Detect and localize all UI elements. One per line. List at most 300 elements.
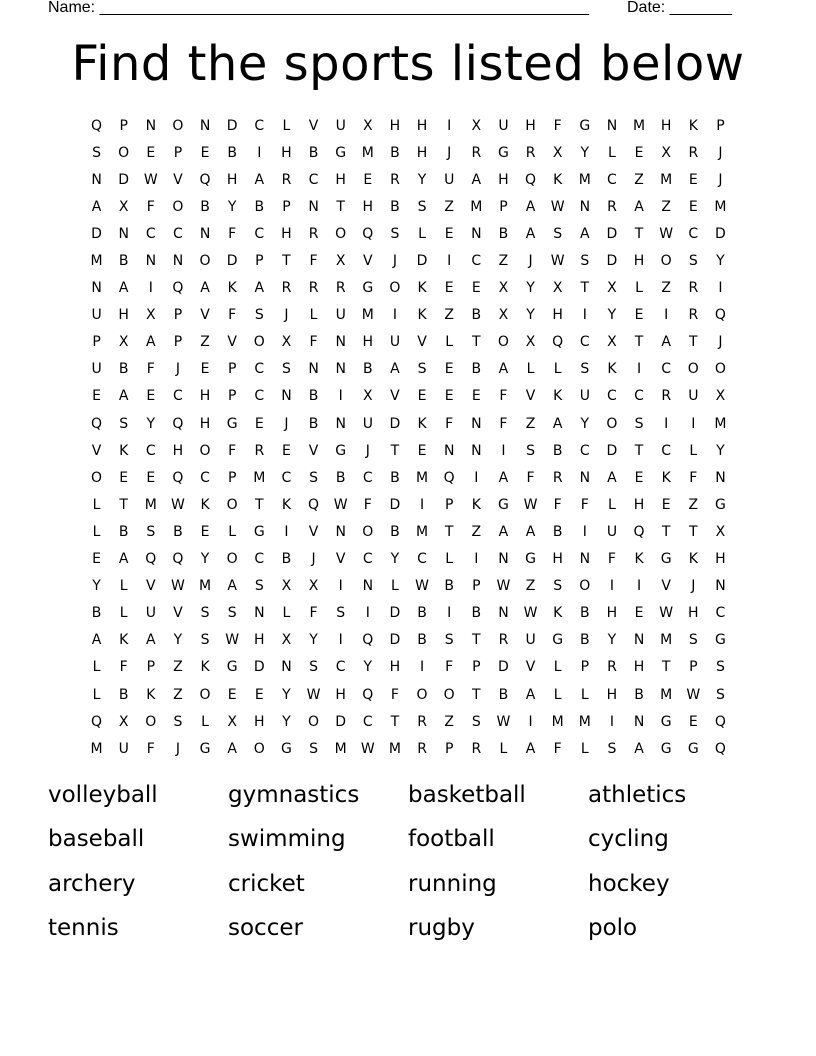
grid-letter[interactable]: G [579, 117, 591, 134]
grid-letter[interactable]: D [91, 225, 102, 242]
grid-letter[interactable]: I [257, 144, 262, 161]
grid-letter[interactable]: U [688, 388, 699, 405]
grid-letter[interactable]: E [119, 469, 129, 486]
grid-letter[interactable]: K [146, 686, 156, 703]
grid-letter[interactable]: P [227, 388, 237, 405]
grid-letter[interactable]: X [498, 280, 509, 297]
grid-letter[interactable]: C [254, 361, 265, 378]
grid-letter[interactable]: I [636, 361, 642, 378]
grid-letter[interactable]: P [119, 117, 128, 134]
grid-letter[interactable]: A [227, 740, 237, 757]
grid-letter[interactable]: K [417, 307, 427, 324]
grid-letter[interactable]: T [472, 686, 481, 703]
grid-letter[interactable]: F [445, 415, 454, 432]
grid-letter[interactable]: N [362, 578, 374, 595]
grid-letter[interactable]: G [253, 523, 265, 540]
grid-letter[interactable]: K [281, 496, 292, 513]
grid-letter[interactable]: Z [173, 686, 183, 703]
grid-letter[interactable]: K [200, 496, 210, 513]
grid-letter[interactable]: I [582, 523, 587, 540]
grid-letter[interactable]: T [390, 442, 400, 459]
grid-letter[interactable]: L [92, 659, 101, 676]
grid-letter[interactable]: C [362, 713, 373, 730]
grid-letter[interactable]: S [309, 740, 318, 757]
grid-letter[interactable]: X [335, 253, 346, 270]
grid-letter[interactable]: S [281, 361, 291, 378]
grid-letter[interactable]: C [362, 469, 373, 486]
grid-letter[interactable]: E [417, 388, 427, 405]
grid-letter[interactable]: K [607, 361, 617, 378]
grid-letter[interactable]: K [688, 551, 698, 568]
grid-letter[interactable]: V [335, 551, 346, 568]
grid-letter[interactable]: C [579, 334, 590, 351]
grid-letter[interactable]: T [390, 713, 400, 730]
grid-letter[interactable]: N [118, 225, 129, 242]
grid-letter[interactable]: B [363, 361, 373, 378]
grid-letter[interactable]: E [634, 144, 644, 161]
grid-letter[interactable]: L [119, 605, 128, 622]
grid-letter[interactable]: V [363, 253, 373, 270]
grid-letter[interactable]: E [227, 686, 237, 703]
grid-letter[interactable]: H [362, 334, 374, 351]
grid-letter[interactable]: F [553, 740, 562, 757]
grid-letter[interactable]: H [416, 144, 428, 161]
grid-letter[interactable]: H [335, 686, 346, 703]
grid-letter[interactable]: P [689, 659, 698, 676]
grid-letter[interactable]: O [199, 686, 211, 703]
grid-letter[interactable]: X [118, 334, 129, 351]
grid-letter[interactable]: B [335, 469, 346, 486]
grid-letter[interactable]: D [498, 659, 509, 676]
grid-letter[interactable]: E [634, 469, 644, 486]
grid-letter[interactable]: E [634, 307, 644, 324]
grid-letter[interactable]: C [254, 117, 265, 134]
grid-letter[interactable]: F [499, 388, 508, 405]
grid-letter[interactable]: I [609, 713, 614, 730]
grid-letter[interactable]: M [660, 686, 673, 703]
grid-letter[interactable]: G [281, 740, 292, 757]
grid-letter[interactable]: J [718, 334, 723, 351]
grid-letter[interactable]: L [391, 578, 399, 595]
grid-letter[interactable]: O [416, 686, 428, 703]
grid-letter[interactable]: N [308, 198, 319, 215]
grid-letter[interactable]: A [146, 632, 156, 649]
grid-letter[interactable]: X [118, 713, 129, 730]
grid-letter[interactable]: N [281, 388, 292, 405]
grid-letter[interactable]: Z [498, 253, 509, 270]
grid-letter[interactable]: X [607, 334, 617, 351]
grid-letter[interactable]: P [173, 334, 183, 351]
grid-letter[interactable]: B [91, 605, 102, 622]
grid-letter[interactable]: E [254, 686, 264, 703]
grid-letter[interactable]: I [284, 523, 289, 540]
grid-letter[interactable]: W [171, 578, 185, 595]
grid-letter[interactable]: R [281, 171, 292, 188]
grid-letter[interactable]: S [146, 523, 156, 540]
grid-letter[interactable]: N [281, 659, 292, 676]
grid-letter[interactable]: D [606, 442, 618, 459]
grid-letter[interactable]: D [253, 659, 265, 676]
grid-letter[interactable]: O [308, 713, 320, 730]
grid-letter[interactable]: B [308, 415, 319, 432]
grid-letter[interactable]: Q [199, 171, 211, 188]
grid-letter[interactable]: R [688, 280, 699, 297]
grid-letter[interactable]: L [445, 334, 454, 351]
grid-letter[interactable]: E [282, 442, 291, 459]
grid-letter[interactable]: O [118, 144, 130, 161]
grid-letter[interactable]: A [118, 388, 129, 405]
grid-letter[interactable]: A [552, 415, 563, 432]
grid-letter[interactable]: Z [471, 523, 482, 540]
grid-letter[interactable]: C [607, 388, 617, 405]
grid-letter[interactable]: Q [362, 632, 374, 649]
grid-letter[interactable]: G [226, 415, 238, 432]
grid-letter[interactable]: J [718, 144, 723, 161]
grid-letter[interactable]: M [199, 578, 212, 595]
grid-letter[interactable]: F [228, 225, 237, 242]
grid-letter[interactable]: O [660, 253, 672, 270]
grid-letter[interactable]: V [525, 388, 536, 405]
grid-letter[interactable]: U [362, 415, 373, 432]
grid-letter[interactable]: U [498, 117, 509, 134]
grid-letter[interactable]: E [688, 713, 698, 730]
grid-letter[interactable]: J [311, 551, 316, 568]
grid-letter[interactable]: I [474, 469, 479, 486]
grid-letter[interactable]: G [498, 144, 509, 161]
grid-letter[interactable]: L [309, 307, 318, 324]
grid-letter[interactable]: X [146, 307, 156, 324]
grid-letter[interactable]: O [91, 469, 103, 486]
grid-letter[interactable]: T [661, 659, 671, 676]
grid-letter[interactable]: Y [580, 415, 590, 432]
grid-letter[interactable]: A [118, 551, 129, 568]
grid-letter[interactable]: O [687, 361, 699, 378]
grid-letter[interactable]: I [474, 551, 479, 568]
grid-letter[interactable]: O [199, 442, 211, 459]
grid-letter[interactable]: N [471, 442, 482, 459]
grid-letter[interactable]: I [447, 605, 452, 622]
grid-letter[interactable]: J [718, 171, 723, 188]
grid-letter[interactable]: W [686, 686, 701, 703]
grid-letter[interactable]: E [363, 171, 373, 188]
grid-letter[interactable]: N [91, 171, 102, 188]
grid-letter[interactable]: C [254, 551, 265, 568]
grid-letter[interactable]: M [361, 307, 374, 324]
grid-letter[interactable]: M [633, 117, 646, 134]
grid-letter[interactable]: P [92, 334, 101, 351]
grid-letter[interactable]: R [254, 442, 265, 459]
grid-letter[interactable]: F [445, 659, 454, 676]
grid-letter[interactable]: B [200, 198, 210, 215]
grid-letter[interactable]: X [498, 307, 509, 324]
grid-letter[interactable]: I [501, 442, 506, 459]
grid-letter[interactable]: M [253, 469, 266, 486]
grid-letter[interactable]: Z [444, 713, 454, 730]
grid-letter[interactable]: L [92, 686, 101, 703]
grid-letter[interactable]: M [578, 171, 591, 188]
grid-letter[interactable]: H [715, 551, 726, 568]
grid-letter[interactable]: Q [308, 496, 320, 513]
grid-letter[interactable]: B [471, 605, 482, 622]
grid-letter[interactable]: P [146, 659, 156, 676]
grid-letter[interactable]: A [498, 361, 509, 378]
grid-letter[interactable]: K [417, 415, 427, 432]
grid-letter[interactable]: A [254, 280, 265, 297]
grid-letter[interactable]: Z [661, 198, 671, 215]
grid-letter[interactable]: P [472, 578, 481, 595]
grid-letter[interactable]: N [199, 117, 211, 134]
grid-letter[interactable]: R [498, 632, 509, 649]
grid-letter[interactable]: W [143, 171, 158, 188]
grid-letter[interactable]: F [580, 496, 589, 513]
grid-letter[interactable]: R [390, 171, 400, 188]
grid-letter[interactable]: X [471, 117, 482, 134]
grid-letter[interactable]: Q [362, 225, 374, 242]
grid-letter[interactable]: D [606, 253, 618, 270]
grid-letter[interactable]: Q [91, 117, 103, 134]
grid-letter[interactable]: H [688, 605, 699, 622]
grid-letter[interactable]: I [691, 415, 696, 432]
grid-letter[interactable]: Y [282, 686, 291, 703]
grid-letter[interactable]: P [444, 740, 454, 757]
grid-letter[interactable]: P [255, 253, 264, 270]
grid-letter[interactable]: O [199, 253, 211, 270]
grid-letter[interactable]: I [636, 578, 642, 595]
grid-letter[interactable]: G [226, 659, 238, 676]
grid-letter[interactable]: B [417, 605, 427, 622]
grid-letter[interactable]: D [118, 171, 130, 188]
grid-letter[interactable]: Q [633, 523, 645, 540]
grid-letter[interactable]: O [443, 686, 455, 703]
grid-letter[interactable]: F [607, 551, 616, 568]
grid-letter[interactable]: Y [716, 442, 725, 459]
grid-letter[interactable]: O [172, 198, 184, 215]
grid-letter[interactable]: Y [390, 551, 400, 568]
grid-letter[interactable]: X [281, 578, 292, 595]
grid-letter[interactable]: R [661, 388, 672, 405]
grid-letter[interactable]: B [308, 144, 319, 161]
grid-letter[interactable]: T [472, 632, 481, 649]
grid-letter[interactable]: F [526, 469, 535, 486]
grid-letter[interactable]: S [553, 225, 563, 242]
grid-letter[interactable]: C [362, 551, 373, 568]
grid-letter[interactable]: R [308, 280, 319, 297]
grid-letter[interactable]: A [525, 225, 536, 242]
grid-letter[interactable]: D [389, 496, 401, 513]
grid-letter[interactable]: N [308, 361, 319, 378]
grid-letter[interactable]: M [361, 144, 374, 161]
grid-letter[interactable]: I [664, 307, 669, 324]
grid-letter[interactable]: B [390, 523, 400, 540]
grid-letter[interactable]: N [443, 442, 455, 459]
grid-letter[interactable]: Q [443, 469, 455, 486]
grid-letter[interactable]: K [200, 659, 210, 676]
grid-letter[interactable]: T [634, 334, 644, 351]
grid-letter[interactable]: C [661, 361, 672, 378]
grid-letter[interactable]: A [91, 198, 102, 215]
grid-letter[interactable]: E [146, 469, 156, 486]
grid-letter[interactable]: F [228, 307, 237, 324]
grid-letter[interactable]: A [525, 523, 536, 540]
grid-letter[interactable]: F [119, 659, 128, 676]
grid-letter[interactable]: F [309, 253, 318, 270]
grid-letter[interactable]: B [118, 253, 129, 270]
grid-letter[interactable]: B [471, 307, 482, 324]
grid-letter[interactable]: B [281, 551, 292, 568]
grid-letter[interactable]: S [634, 415, 644, 432]
grid-letter[interactable]: T [661, 523, 671, 540]
grid-letter[interactable]: E [471, 280, 481, 297]
grid-letter[interactable]: G [660, 713, 672, 730]
grid-letter[interactable]: E [444, 388, 454, 405]
grid-letter[interactable]: E [688, 171, 698, 188]
grid-letter[interactable]: F [499, 415, 508, 432]
grid-letter[interactable]: X [281, 632, 292, 649]
grid-letter[interactable]: C [254, 225, 265, 242]
grid-letter[interactable]: W [496, 713, 511, 730]
grid-letter[interactable]: M [388, 740, 401, 757]
grid-letter[interactable]: M [416, 523, 429, 540]
grid-letter[interactable]: L [92, 523, 101, 540]
grid-letter[interactable]: S [417, 361, 427, 378]
grid-letter[interactable]: T [336, 198, 345, 215]
grid-letter[interactable]: F [553, 117, 562, 134]
grid-letter[interactable]: H [498, 171, 509, 188]
grid-letter[interactable]: L [445, 551, 454, 568]
grid-letter[interactable]: T [580, 280, 590, 297]
grid-letter[interactable]: B [254, 198, 265, 215]
grid-letter[interactable]: C [173, 225, 183, 242]
grid-letter[interactable]: A [390, 361, 400, 378]
grid-letter[interactable]: P [716, 117, 725, 134]
grid-letter[interactable]: Z [444, 198, 454, 215]
grid-letter[interactable]: H [254, 632, 265, 649]
grid-letter[interactable]: L [499, 740, 508, 757]
grid-letter[interactable]: B [552, 523, 563, 540]
grid-letter[interactable]: A [471, 171, 482, 188]
grid-letter[interactable]: W [523, 496, 538, 513]
grid-letter[interactable]: X [363, 388, 373, 405]
grid-letter[interactable]: A [634, 198, 644, 215]
grid-letter[interactable]: H [633, 496, 645, 513]
grid-letter[interactable]: Q [172, 280, 184, 297]
grid-letter[interactable]: G [525, 551, 536, 568]
grid-letter[interactable]: Q [525, 171, 537, 188]
grid-letter[interactable]: R [688, 144, 699, 161]
grid-letter[interactable]: E [688, 198, 698, 215]
grid-letter[interactable]: Q [172, 469, 184, 486]
grid-letter[interactable]: V [173, 171, 183, 188]
grid-letter[interactable]: E [444, 225, 454, 242]
grid-letter[interactable]: T [634, 225, 644, 242]
grid-letter[interactable]: L [580, 740, 589, 757]
grid-letter[interactable]: V [146, 578, 156, 595]
grid-letter[interactable]: C [173, 388, 183, 405]
grid-letter[interactable]: K [553, 388, 563, 405]
grid-letter[interactable]: S [715, 659, 725, 676]
grid-letter[interactable]: S [200, 632, 210, 649]
grid-letter[interactable]: O [714, 361, 726, 378]
grid-letter[interactable]: X [715, 388, 726, 405]
grid-letter[interactable]: W [225, 632, 240, 649]
grid-letter[interactable]: B [118, 523, 129, 540]
grid-letter[interactable]: E [92, 551, 101, 568]
grid-letter[interactable]: K [688, 117, 698, 134]
grid-letter[interactable]: Y [607, 307, 617, 324]
grid-letter[interactable]: J [284, 415, 289, 432]
grid-letter[interactable]: K [553, 171, 563, 188]
grid-letter[interactable]: S [92, 144, 101, 161]
grid-letter[interactable]: V [390, 388, 400, 405]
grid-letter[interactable]: Y [309, 632, 318, 649]
grid-letter[interactable]: C [308, 171, 319, 188]
grid-letter[interactable]: A [118, 280, 129, 297]
grid-letter[interactable]: Z [525, 415, 536, 432]
grid-letter[interactable]: D [389, 632, 401, 649]
grid-letter[interactable]: P [499, 198, 508, 215]
grid-letter[interactable]: D [606, 225, 618, 242]
grid-letter[interactable]: R [607, 198, 617, 215]
grid-letter[interactable]: U [118, 740, 129, 757]
grid-letter[interactable]: N [579, 551, 591, 568]
grid-letter[interactable]: H [389, 659, 401, 676]
grid-letter[interactable]: P [173, 144, 183, 161]
grid-letter[interactable]: O [226, 496, 238, 513]
grid-letter[interactable]: T [634, 442, 644, 459]
grid-letter[interactable]: I [447, 253, 452, 270]
grid-letter[interactable]: Y [580, 144, 590, 161]
grid-letter[interactable]: B [634, 686, 644, 703]
grid-letter[interactable]: K [119, 442, 129, 459]
grid-letter[interactable]: Z [525, 578, 536, 595]
grid-letter[interactable]: A [607, 469, 617, 486]
grid-letter[interactable]: N [633, 632, 645, 649]
grid-letter[interactable]: S [580, 361, 590, 378]
grid-letter[interactable]: Q [172, 415, 184, 432]
grid-letter[interactable]: Z [173, 659, 183, 676]
grid-letter[interactable]: L [689, 442, 698, 459]
grid-letter[interactable]: X [552, 280, 563, 297]
grid-letter[interactable]: Q [362, 686, 374, 703]
grid-letter[interactable]: C [715, 605, 726, 622]
grid-letter[interactable]: S [119, 415, 129, 432]
grid-letter[interactable]: U [389, 334, 401, 351]
grid-letter[interactable]: Y [363, 659, 373, 676]
grid-letter[interactable]: K [634, 551, 644, 568]
grid-letter[interactable]: D [226, 253, 238, 270]
grid-letter[interactable]: C [335, 659, 346, 676]
grid-letter[interactable]: F [228, 442, 237, 459]
grid-letter[interactable]: F [146, 198, 155, 215]
grid-letter[interactable]: B [498, 686, 509, 703]
grid-letter[interactable]: H [254, 713, 265, 730]
grid-letter[interactable]: H [552, 551, 563, 568]
grid-letter[interactable]: T [689, 334, 698, 351]
grid-letter[interactable]: M [144, 496, 157, 513]
grid-letter[interactable]: V [200, 307, 210, 324]
grid-letter[interactable]: D [226, 117, 238, 134]
grid-letter[interactable]: K [471, 496, 481, 513]
grid-letter[interactable]: T [444, 523, 454, 540]
grid-letter[interactable]: X [552, 144, 563, 161]
grid-letter[interactable]: A [634, 740, 644, 757]
grid-letter[interactable]: N [335, 523, 346, 540]
grid-letter[interactable]: T [282, 253, 291, 270]
grid-letter[interactable]: H [416, 117, 428, 134]
grid-letter[interactable]: L [119, 578, 128, 595]
grid-letter[interactable]: G [715, 632, 726, 649]
grid-letter[interactable]: F [309, 605, 318, 622]
